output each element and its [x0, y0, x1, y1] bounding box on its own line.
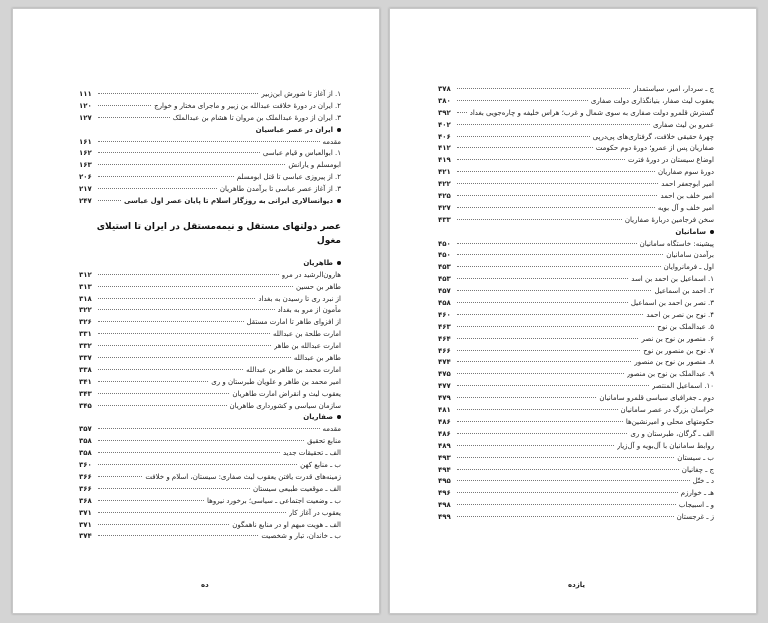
entry-page: ۴۲۷ [438, 203, 451, 212]
dot-leader [457, 409, 618, 410]
toc-entry [79, 520, 341, 532]
entry-title: و ـ اسبیجاب [678, 501, 714, 510]
entry-title: ۲. احمد بن اسماعیل [654, 287, 714, 296]
dot-leader [457, 195, 657, 196]
dot-leader [457, 88, 630, 89]
entry-title: ۲. از پیروزی عباسی تا قتل ابومسلم [236, 173, 341, 182]
entry-page: ۴۵۰ [438, 251, 451, 260]
entry-title: ۱. ابوالعباس و قیام عباسی [262, 149, 341, 158]
entry-page: ۱۶۲ [79, 149, 92, 158]
entry-title: زمینه‌های قدرت یافتن یعقوب لیث صفاری: سیستان، اسلام و خلافت [145, 472, 341, 481]
entry-title: امارت عبدالله بن طاهر [273, 342, 341, 351]
dot-leader [457, 112, 467, 113]
dot-leader [457, 171, 655, 172]
entry-title: دیوانسالاری ایرانی به روزگار اسلام تا پایان عصر اول عباسی [123, 197, 333, 206]
entry-page: ۳۳۷ [79, 354, 92, 363]
entry-page: ۴۷۹ [438, 394, 451, 403]
entry-title: پیشینه: خاستگاه سامانیان [639, 239, 714, 248]
toc-entry [438, 512, 714, 524]
entry-page: ۳۴۳ [79, 389, 92, 398]
toc-entry [79, 282, 341, 294]
toc-entry [79, 484, 341, 496]
entry-page: ۱۱۱ [79, 90, 92, 98]
toc-entry [438, 429, 714, 441]
entry-title: ۱. از آغاز تا شورش ابن‌زبیر [261, 90, 341, 98]
dot-leader [457, 397, 596, 398]
dot-leader [457, 278, 628, 279]
toc-entry [438, 334, 714, 346]
entry-page: ۴۲۲ [438, 180, 451, 189]
bullet-icon [337, 199, 341, 203]
dot-leader [457, 314, 643, 315]
entry-page: ۴۹۸ [438, 501, 451, 510]
dot-leader [98, 164, 285, 165]
entry-page: ۴۵۳ [438, 263, 451, 272]
toc-entry [438, 441, 714, 453]
toc-entry [79, 148, 341, 160]
entry-page: ۴۹۶ [438, 489, 451, 498]
toc-entry [79, 89, 341, 101]
toc-entry [438, 465, 714, 477]
dot-leader [98, 333, 270, 334]
toc-entry [79, 377, 341, 389]
entry-title: منابع تحقیق [307, 437, 341, 446]
entry-page: ۱۲۰ [79, 101, 92, 110]
dot-leader [98, 428, 320, 429]
entry-title: یعقوب لیث صفار، بنیانگذاری دولت صفاری [590, 96, 714, 105]
entry-page: ۴۶۴ [438, 334, 451, 343]
entry-title: هارون‌الرشید در مرو [281, 270, 341, 279]
entry-title: ۳. نصر بن احمد بن اسماعیل [630, 299, 714, 308]
toc-entry [79, 101, 341, 113]
toc-entry [438, 239, 714, 251]
section-heading-samanid [438, 227, 714, 239]
entry-title: ۵. عبدالملک بن نوح [657, 322, 714, 331]
entry-title: گسترش قلمرو دولت صفاری به سوی شمال و غرب؛ هراس خلیفه و چاره‌جویی بغداد [469, 108, 714, 117]
entry-title: ب ـ منابع کهن [300, 461, 341, 470]
entry-title: ب ـ خاندان، تبار و شخصیت [261, 532, 341, 541]
toc-entry [438, 346, 714, 358]
dot-leader [457, 243, 637, 244]
toc-entry [438, 215, 714, 227]
entry-title: حکومتهای محلی و امیرنشین‌ها [625, 417, 714, 426]
toc-entry [438, 405, 714, 417]
entry-title: الف ـ هویت مبهم او در منابع ناهمگون [232, 520, 341, 529]
section-heading-abbasid [79, 125, 341, 137]
entry-page: ۴۶۰ [438, 310, 451, 319]
entry-page: ۳۲۶ [79, 318, 92, 327]
entry-page: ۳۱۸ [79, 294, 92, 303]
entry-title: ۹. عبدالملک بن نوح بن منصور [626, 370, 714, 379]
dot-leader [457, 147, 593, 148]
entry-page: ۴۹۳ [438, 453, 451, 462]
entry-page: ۱۲۷ [79, 113, 92, 122]
dot-leader [457, 254, 663, 255]
entry-title: امیر خلف بن احمد [660, 192, 714, 201]
toc-entry [79, 341, 341, 353]
dot-leader [98, 117, 170, 118]
toc-entry [438, 191, 714, 203]
toc-entry [438, 84, 714, 96]
entry-title: ۶. منصور بن نوح بن نصر [641, 334, 714, 343]
dot-leader [98, 176, 234, 177]
toc-entry [79, 270, 341, 282]
toc-entry [79, 160, 341, 172]
dot-leader [457, 445, 614, 446]
dot-leader [457, 421, 623, 422]
entry-page: ۴۱۹ [438, 156, 451, 165]
entry-page: ۴۱۲ [438, 144, 451, 153]
entry-page: ۴۹۹ [438, 513, 451, 522]
entry-page: ۴۵۷ [438, 287, 451, 296]
entry-title: روابط سامانیان با آل‌بویه و آل‌زیار [616, 441, 714, 450]
entry-title: ۱. اسماعیل بن احمد بن اسد [631, 275, 714, 284]
bullet-icon [337, 261, 341, 265]
entry-title: ج ـ سردار، امیر، سیاستمدار [633, 85, 714, 93]
toc-entry [438, 120, 714, 132]
entry-page: ۲۱۷ [79, 185, 92, 194]
toc-entry [438, 453, 714, 465]
dot-leader [98, 321, 244, 322]
dot-leader [457, 290, 651, 291]
entry-page: ۴۵۰ [438, 239, 451, 248]
toc-entry [79, 472, 341, 484]
dot-leader [98, 188, 217, 189]
entry-page: ۴۲۵ [438, 192, 451, 201]
entry-page: ۴۶۳ [438, 322, 451, 331]
entry-title: مأمون از مرو به بغداد [277, 306, 341, 315]
entry-title: عمرو بن لیث صفاری [652, 120, 714, 129]
entry-title: ج ـ چغانیان [681, 465, 714, 474]
entry-title: ابومسلم و یارانش [288, 161, 341, 170]
dot-leader [457, 338, 638, 339]
entry-title: ۱۰. اسماعیل المنتصر [651, 382, 714, 391]
toc-entry [79, 436, 341, 448]
entry-title: امارت طلحة بن عبدالله [272, 330, 341, 339]
entry-page: ۳۶۸ [79, 496, 92, 505]
entry-title: ۸. منصور بن نوح بن منصور [634, 358, 714, 367]
dot-leader [98, 524, 229, 525]
dot-leader [457, 492, 678, 493]
toc-entry [438, 357, 714, 369]
entry-page: ۳۷۱ [79, 508, 92, 517]
entry-page: ۳۴۱ [79, 377, 92, 386]
dot-leader [98, 500, 204, 501]
toc-entry [438, 286, 714, 298]
dot-leader [457, 326, 654, 327]
abbasid-heading: ایران در عصر عباسیان [255, 125, 333, 134]
entry-page: ۳۱۳ [79, 282, 92, 291]
entry-title: امیر ابوجعفر احمد [661, 180, 714, 189]
entry-page: ۴۸۶ [438, 429, 451, 438]
saffarid-continued-section [438, 84, 714, 227]
entry-title: خراسان بزرگ در عصر سامانیان [620, 406, 714, 415]
dot-leader [457, 219, 622, 220]
entry-title: د ـ ختّل [692, 477, 714, 486]
toc-entry [438, 203, 714, 215]
toc-entry-divan [79, 196, 341, 208]
dot-leader [98, 535, 258, 536]
dot-leader [98, 141, 320, 142]
entry-page: ۴۹۵ [438, 477, 451, 486]
dot-leader [457, 457, 674, 458]
toc-entry [438, 488, 714, 500]
entry-title: یعقوب لیث و انقراض امارت طاهریان [232, 389, 341, 398]
saffarid-heading: صفاریان [303, 413, 333, 422]
entry-title: دورهٔ سوم صفاریان [657, 168, 714, 177]
entry-title: برآمدن سامانیان [666, 251, 714, 260]
entry-page: ۴۸۱ [438, 406, 451, 415]
page-number: ده [201, 581, 209, 589]
entry-title: از نبرد ری تا رسیدن به بغداد [258, 294, 341, 303]
dot-leader [457, 100, 588, 101]
dot-leader [98, 152, 260, 153]
toc-entry [438, 108, 714, 120]
dot-leader [98, 512, 286, 513]
section-heading-saffarid [79, 412, 341, 424]
dot-leader [98, 452, 280, 453]
dot-leader [98, 357, 291, 358]
entry-page: ۲۴۷ [79, 197, 92, 206]
toc-entry [438, 500, 714, 512]
dot-leader [457, 302, 628, 303]
dot-leader [98, 298, 255, 299]
entry-page: ۳۲۲ [79, 306, 92, 315]
left-page [12, 8, 380, 614]
entry-title: الف ـ موقعیت طبیعی سیستان [253, 484, 341, 493]
toc-entry [438, 381, 714, 393]
entry-page: ۴۹۴ [438, 465, 451, 474]
entry-title: ۷. نوح بن منصور بن نوح [643, 346, 714, 355]
abbasid-section [79, 137, 341, 196]
entry-title: امارت محمد بن طاهر بن عبدالله [246, 365, 341, 374]
entry-page: ۳۹۲ [438, 108, 451, 117]
entry-title: اوضاع سیستان در دورهٔ فترت [627, 156, 714, 165]
toc-entry [438, 476, 714, 488]
toc-entry [438, 96, 714, 108]
dot-leader [457, 373, 624, 374]
dot-leader [98, 476, 142, 477]
toc-entry [438, 167, 714, 179]
dot-leader [98, 405, 227, 406]
tahirid-section [79, 270, 341, 413]
dot-leader [98, 105, 151, 106]
toc-entry [438, 417, 714, 429]
page-number: یازده [568, 581, 586, 589]
dot-leader [457, 183, 658, 184]
entry-title: دوم ـ جغرافیای سیاسی قلمرو سامانیان [599, 394, 714, 403]
entry-page: ۴۰۶ [438, 132, 451, 141]
entry-title: الف ـ تحقیقات جدید [282, 449, 341, 458]
toc-entry [438, 179, 714, 191]
dot-leader [457, 136, 590, 137]
dot-leader [98, 393, 229, 394]
toc-entry [438, 274, 714, 286]
entry-title: ۳. ایران از دورهٔ عبدالملک بن مروان تا هشام بن عبدالملک [172, 113, 341, 122]
entry-page: ۴۳۳ [438, 215, 451, 224]
entry-page: ۳۳۸ [79, 365, 92, 374]
toc-entry [79, 305, 341, 317]
dot-leader [457, 159, 625, 160]
entry-page: ۳۳۱ [79, 330, 92, 339]
right-toc [438, 84, 714, 524]
entry-page: ۳۶۰ [79, 461, 92, 470]
entry-title: امیر خلف و آل بویه [657, 203, 714, 212]
entry-page: ۴۰۲ [438, 120, 451, 129]
dot-leader [98, 369, 243, 370]
dot-leader [457, 504, 676, 505]
entry-page: ۱۶۱ [79, 137, 92, 146]
entry-page: ۴۵۳ [438, 275, 451, 284]
entry-page: ۳۷۱ [79, 520, 92, 529]
section-heading-tahirid [79, 258, 341, 270]
toc-entry [79, 401, 341, 413]
dot-leader [457, 480, 690, 481]
toc-entry [79, 113, 341, 125]
entry-title: هـ ـ خوارزم [680, 489, 714, 498]
dot-leader [98, 93, 258, 94]
toc-entry [438, 132, 714, 144]
entry-title: مقدمه [322, 137, 341, 146]
entry-title: ۳. از آغاز عصر عباسی تا برآمدن طاهریان [219, 185, 341, 194]
toc-entry [79, 329, 341, 341]
entry-page: ۴۸۶ [438, 417, 451, 426]
toc-entry [438, 369, 714, 381]
entry-page: ۳۷۸ [438, 85, 451, 93]
dot-leader [98, 488, 250, 489]
dot-leader [457, 516, 674, 517]
toc-entry [438, 322, 714, 334]
intro-section [79, 89, 341, 125]
entry-page: ۳۵۸ [79, 449, 92, 458]
toc-entry [438, 262, 714, 274]
toc-entry [79, 389, 341, 401]
entry-title: اول ـ فرمانروایان [663, 263, 714, 272]
entry-title: ۴. نوح بن نصر بن احمد [646, 310, 714, 319]
entry-page: ۳۳۲ [79, 342, 92, 351]
toc-entry [79, 137, 341, 149]
entry-title: یعقوب در آغاز کار [288, 508, 341, 517]
toc-entry [79, 172, 341, 184]
samanid-section [438, 239, 714, 524]
entry-title: الف ـ گرگان، طبرستان و ری [630, 429, 714, 438]
dot-leader [98, 309, 275, 310]
left-toc [79, 89, 341, 543]
toc-entry [79, 294, 341, 306]
entry-page: ۲۰۶ [79, 173, 92, 182]
toc-entry [438, 250, 714, 262]
toc-entry [438, 393, 714, 405]
entry-page: ۳۶۶ [79, 484, 92, 493]
entry-title: ب ـ سیستان [677, 453, 714, 462]
entry-page: ۴۶۶ [438, 346, 451, 355]
entry-page: ۳۷۴ [79, 532, 92, 541]
entry-page: ۳۱۲ [79, 270, 92, 279]
dot-leader [98, 345, 271, 346]
dot-leader [98, 440, 304, 441]
entry-page: ۳۶۶ [79, 472, 92, 481]
entry-title: سازمان سیاسی و کشورداری طاهریان [229, 401, 341, 410]
entry-title: از افزوای طاهر تا امارت مستقل [246, 318, 341, 327]
toc-entry [438, 143, 714, 155]
dot-leader [98, 274, 279, 275]
toc-entry [79, 508, 341, 520]
entry-title: صفاریان پس از عمرو؛ دورهٔ دوم حکومت [595, 144, 714, 153]
entry-page: ۴۷۴ [438, 358, 451, 367]
entry-page: ۴۷۷ [438, 382, 451, 391]
toc-entry [438, 298, 714, 310]
toc-entry [79, 496, 341, 508]
dot-leader [98, 464, 297, 465]
entry-title: ز ـ غرجستان [676, 513, 714, 522]
entry-title: مقدمه [322, 425, 341, 434]
toc-entry [79, 317, 341, 329]
dot-leader [457, 266, 661, 267]
entry-title: چهرهٔ حقیقی خلافت، گرفتاری‌های پی‌درپی [592, 132, 714, 141]
samanid-heading: سامانیان [675, 227, 706, 236]
entry-title: ۲. ایران در دورهٔ خلافت عبدالله بن زبیر و ماجرای مختار و خوارج [154, 101, 341, 110]
entry-page: ۴۵۸ [438, 299, 451, 308]
entry-title: سخن فرجامین دربارهٔ صفاریان [624, 215, 714, 224]
dot-leader [457, 469, 679, 470]
toc-entry [79, 448, 341, 460]
dot-leader [457, 124, 650, 125]
saffarid-section [79, 424, 341, 543]
entry-page: ۴۷۵ [438, 370, 451, 379]
entry-title: امیر محمد بن طاهر و علویان طبرستان و ری [211, 377, 341, 386]
bullet-icon [337, 128, 341, 132]
dot-leader [98, 200, 121, 201]
toc-entry [79, 424, 341, 436]
dot-leader [457, 207, 655, 208]
dot-leader [457, 385, 649, 386]
toc-entry [79, 365, 341, 377]
dot-leader [457, 350, 640, 351]
dot-leader [98, 381, 208, 382]
bullet-icon [710, 230, 714, 234]
part-title: عصر دولتهای مستقل و نیمه‌مستقل در ایران تا استیلای مغول [96, 221, 341, 246]
entry-title: طاهر بن حسین [296, 282, 341, 291]
toc-entry [79, 531, 341, 543]
toc-entry [79, 184, 341, 196]
entry-title: طاهر بن عبدالله [293, 354, 341, 363]
toc-entry [79, 353, 341, 365]
entry-page: ۳۴۵ [79, 401, 92, 410]
entry-page: ۱۶۳ [79, 161, 92, 170]
entry-page: ۳۵۷ [79, 425, 92, 434]
dot-leader [98, 286, 293, 287]
right-page [389, 8, 757, 614]
toc-entry [79, 460, 341, 472]
entry-page: ۳۵۸ [79, 437, 92, 446]
dot-leader [457, 361, 631, 362]
dot-leader [457, 433, 627, 434]
entry-page: ۴۲۱ [438, 168, 451, 177]
entry-title: ب ـ وضعیت اجتماعی ـ سیاسی؛ برخورد نیروها [207, 496, 341, 505]
toc-entry [438, 310, 714, 322]
entry-page: ۳۸۰ [438, 96, 451, 105]
tahirid-heading: طاهریان [303, 258, 333, 267]
toc-entry [438, 155, 714, 167]
bullet-icon [337, 415, 341, 419]
entry-page: ۴۸۹ [438, 441, 451, 450]
